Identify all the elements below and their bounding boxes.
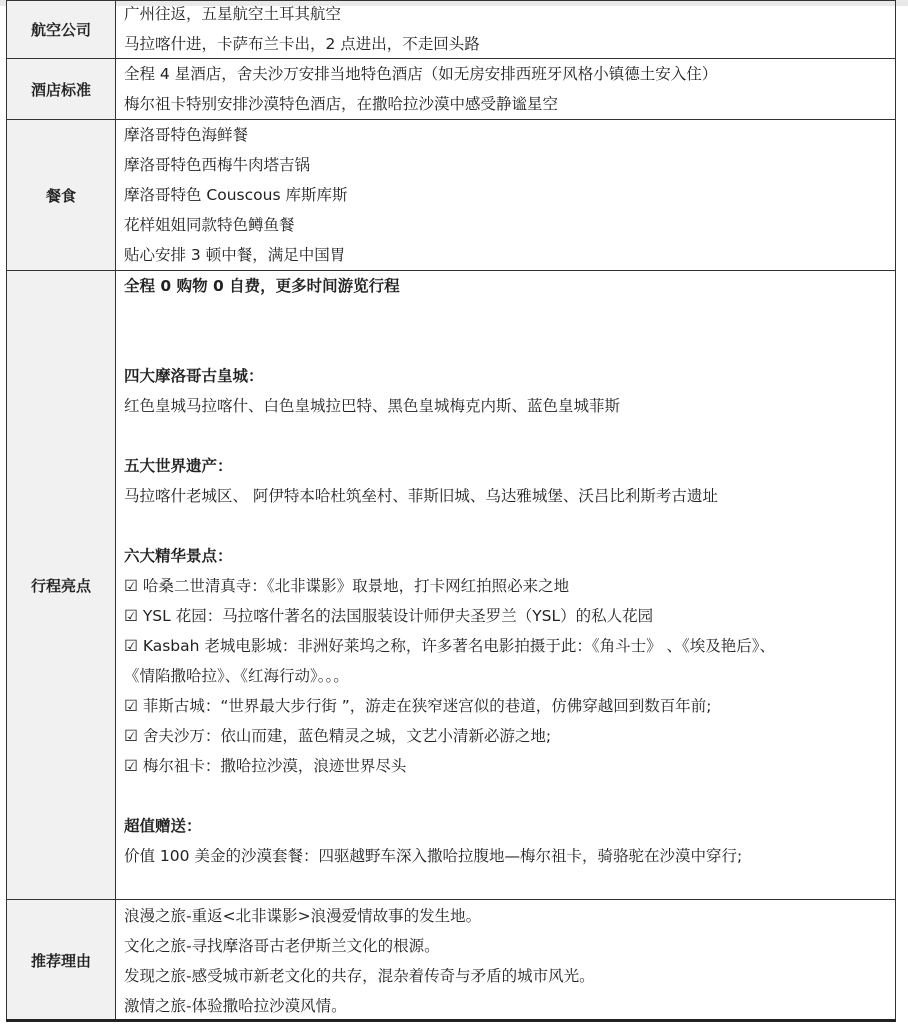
reasons-row (7, 900, 896, 1022)
reason-item: 文化之旅-寻找摩洛哥古老伊斯兰文化的根源。 (124, 936, 440, 955)
meals-content (116, 120, 896, 271)
hotel-content (116, 59, 896, 120)
sight-item: ☑ 梅尔祖卡：撒哈拉沙漠，浪迹世界尽头 (124, 757, 407, 775)
spacer (124, 511, 887, 541)
sight-item: ☑ 哈桑二世清真寺：《北非谍影》取景地，打卡网红拍照必来之地 (124, 577, 570, 595)
hotel-row (7, 59, 896, 120)
spacer (124, 781, 887, 811)
airline-line-1: 广州往返，五星航空土耳其航空 (124, 5, 342, 23)
reason-item: 浪漫之旅-重返<北非谍影>浪漫爱情故事的发生地。 (124, 906, 482, 925)
airline-row (7, 1, 896, 59)
hotel-line-2: 梅尔祖卡特别安排沙漠特色酒店，在撒哈拉沙漠中感受静谧星空 (124, 95, 559, 113)
itinerary-table (6, 0, 896, 1022)
gift-text: 价值 100 美金的沙漠套餐：四驱越野车深入撒哈拉腹地—梅尔祖卡，骑骆驼在沙漠中穿行; (124, 847, 743, 865)
airline-content (116, 1, 896, 59)
reasons-label: 推荐理由 (7, 900, 116, 1022)
meals-row (7, 120, 896, 271)
spacer (124, 301, 887, 331)
cities-text: 红色皇城马拉喀什、白色皇城拉巴特、黑色皇城梅克内斯、蓝色皇城菲斯 (124, 397, 621, 415)
heritage-text: 马拉喀什老城区、 阿伊特本哈杜筑垒村、菲斯旧城、乌达雅城堡、沃吕比利斯考古遗址 (124, 487, 718, 505)
highlights-row (7, 271, 896, 900)
sight-item-continued: 《情陷撒哈拉》、《红海行动》。。。 (124, 667, 349, 685)
spacer (124, 331, 887, 361)
highlights-headline: 全程 0 购物 0 自费，更多时间游览行程 (124, 277, 400, 295)
hotel-line-1: 全程 4 星酒店，舍夫沙万安排当地特色酒店（如无房安排西班牙风格小镇德土安入住） (124, 65, 718, 83)
highlights-content (116, 271, 896, 900)
meals-label: 餐食 (7, 120, 116, 271)
airline-label: 航空公司 (7, 1, 116, 59)
sight-item: ☑ YSL 花园：马拉喀什著名的法国服装设计师伊夫圣罗兰（YSL）的私人花园 (124, 607, 654, 625)
reasons-content (116, 900, 896, 1022)
highlights-label: 行程亮点 (7, 271, 116, 900)
meal-item: 摩洛哥特色西梅牛肉塔吉锅 (124, 156, 311, 174)
spacer (124, 421, 887, 451)
meal-item: 花样姐姐同款特色鳟鱼餐 (124, 216, 295, 234)
meal-item: 摩洛哥特色 Couscous 库斯库斯 (124, 186, 348, 204)
heritage-title: 五大世界遗产： (124, 457, 233, 475)
sight-item: ☑ Kasbah 老城电影城：非洲好莱坞之称，许多著名电影拍摄于此：《角斗士》 、《埃及艳后》、 (124, 637, 776, 655)
reason-item: 激情之旅-体验撒哈拉沙漠风情。 (124, 996, 347, 1015)
airline-line-2: 马拉喀什进，卡萨布兰卡出，2 点进出，不走回头路 (124, 35, 480, 53)
sights-title: 六大精华景点： (124, 547, 233, 565)
reason-item: 发现之旅-感受城市新老文化的共存，混杂着传奇与矛盾的城市风光。 (124, 966, 595, 985)
gift-title: 超值赠送： (124, 817, 202, 835)
sight-item: ☑ 舍夫沙万：依山而建，蓝色精灵之城，文艺小清新必游之地; (124, 727, 552, 745)
cities-title: 四大摩洛哥古皇城： (124, 367, 264, 385)
sight-item: ☑ 菲斯古城：“世界最大步行街 ”，游走在狭窄迷宫似的巷道，仿佛穿越回到数百年前; (124, 697, 712, 715)
table-bottom-border (6, 1019, 896, 1022)
meal-item: 摩洛哥特色海鲜餐 (124, 126, 249, 144)
meal-item: 贴心安排 3 顿中餐，满足中国胃 (124, 246, 346, 264)
hotel-label: 酒店标准 (7, 59, 116, 120)
